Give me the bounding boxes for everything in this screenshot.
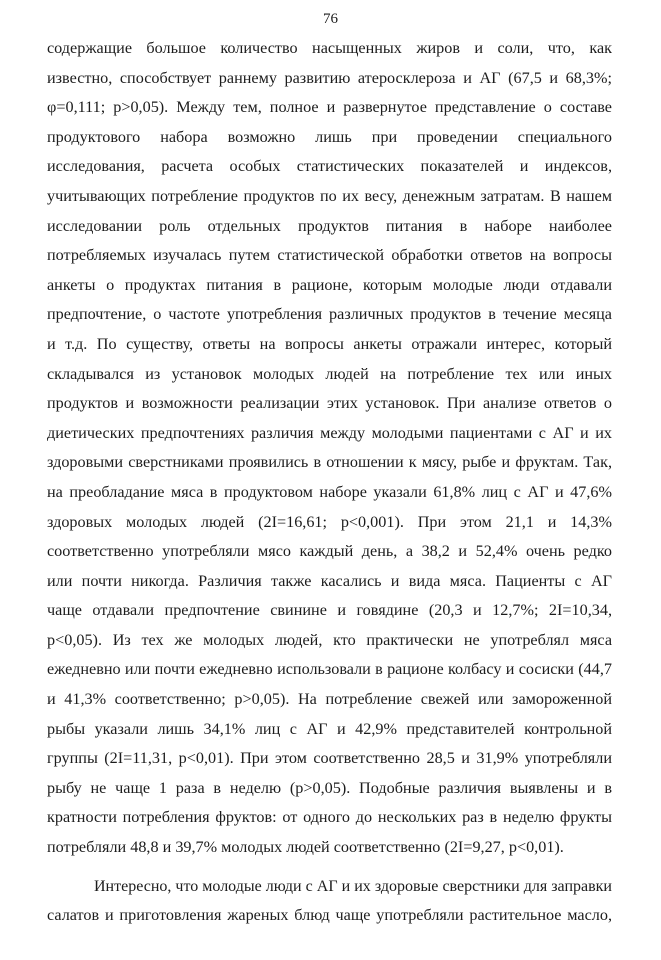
- text-line: ежедневно или почти ежедневно использовали в рационе колбасу и сосиски (44,7: [47, 660, 612, 679]
- text-line: соответственно употребляли мясо каждый день, а 38,2 и 52,4% очень редко: [47, 542, 612, 561]
- text-line: на преобладание мяса в продуктовом наборе указали 61,8% лиц с АГ и 47,6%: [47, 482, 612, 501]
- text-line: φ=0,111; p>0,05). Между тем, полное и развернутое представление о составе: [47, 98, 612, 117]
- text-line: потребляли 48,8 и 39,7% молодых людей соответственно (2I=9,27, p<0,01).: [47, 838, 564, 857]
- text-line: предпочтение, о частоте употребления различных продуктов в течение месяца: [47, 305, 612, 324]
- text-line: потребляемых изучалась путем статистической обработки ответов на вопросы: [47, 246, 612, 265]
- text-line: и 41,3% соответственно; p>0,05). На потребление свежей или замороженной: [47, 690, 612, 709]
- text-line: группы (2I=11,31, p<0,01). При этом соответственно 28,5 и 31,9% употребляли: [47, 749, 612, 768]
- text-line: анкеты о продуктах питания в рационе, которым молодые люди отдавали: [47, 275, 612, 294]
- text-line: кратности потребления фруктов: от одного до нескольких раз в неделю фрукты: [47, 808, 612, 827]
- text-line: учитывающих потребление продуктов по их весу, денежным затратам. В нашем: [47, 186, 612, 205]
- text-line: продуктового набора возможно лишь при проведении специального: [47, 127, 612, 146]
- text-line: Интересно, что молодые люди с АГ и их здоровые сверстники для заправки: [94, 877, 612, 895]
- text-line: и т.д. По существу, ответы на вопросы анкеты отражали интерес, который: [47, 334, 612, 353]
- text-line: исследовании роль отдельных продуктов питания в наборе наиболее: [47, 216, 612, 235]
- text-line: продуктов и возможности реализации этих установок. При анализе ответов о: [47, 394, 612, 413]
- text-line: здоровыми сверстниками проявились в отношении к мясу, рыбе и фруктам. Так,: [47, 453, 612, 472]
- text-line: чаще отдавали предпочтение свинине и говядине (20,3 и 12,7%; 2I=10,34,: [47, 601, 612, 620]
- page-number: 76: [323, 11, 338, 27]
- text-line: салатов и приготовления жареных блюд чаще употребляли растительное масло,: [47, 906, 612, 925]
- paragraph-spacer: [47, 863, 612, 872]
- text-line: складывался из установок молодых людей на потребление тех или иных: [47, 364, 612, 383]
- text-line: здоровых молодых людей (2I=16,61; p<0,001). При этом 21,1 и 14,3%: [47, 512, 612, 531]
- text-line: известно, способствует раннему развитию атеросклероза и АГ (67,5 и 68,3%;: [47, 68, 612, 87]
- body-text: [47, 34, 612, 931]
- text-line: исследования, расчета особых статистических показателей и индексов,: [47, 157, 612, 176]
- text-line: p<0,05). Из тех же молодых людей, кто практически не употреблял мяса: [47, 630, 612, 649]
- paragraph-2: [47, 872, 612, 931]
- text-line: или почти никогда. Различия также касались и вида мяса. Пациенты с АГ: [47, 571, 612, 590]
- text-line: рыбы указали лишь 34,1% лиц с АГ и 42,9% представителей контрольной: [47, 719, 612, 738]
- paragraph-1: [47, 34, 612, 863]
- text-line: диетических предпочтениях различия между молодыми пациентами с АГ и их: [47, 423, 612, 442]
- text-line: рыбу не чаще 1 раза в неделю (p>0,05). Подобные различия выявлены и в: [47, 778, 612, 797]
- text-line: содержащие большое количество насыщенных жиров и соли, что, как: [47, 39, 612, 57]
